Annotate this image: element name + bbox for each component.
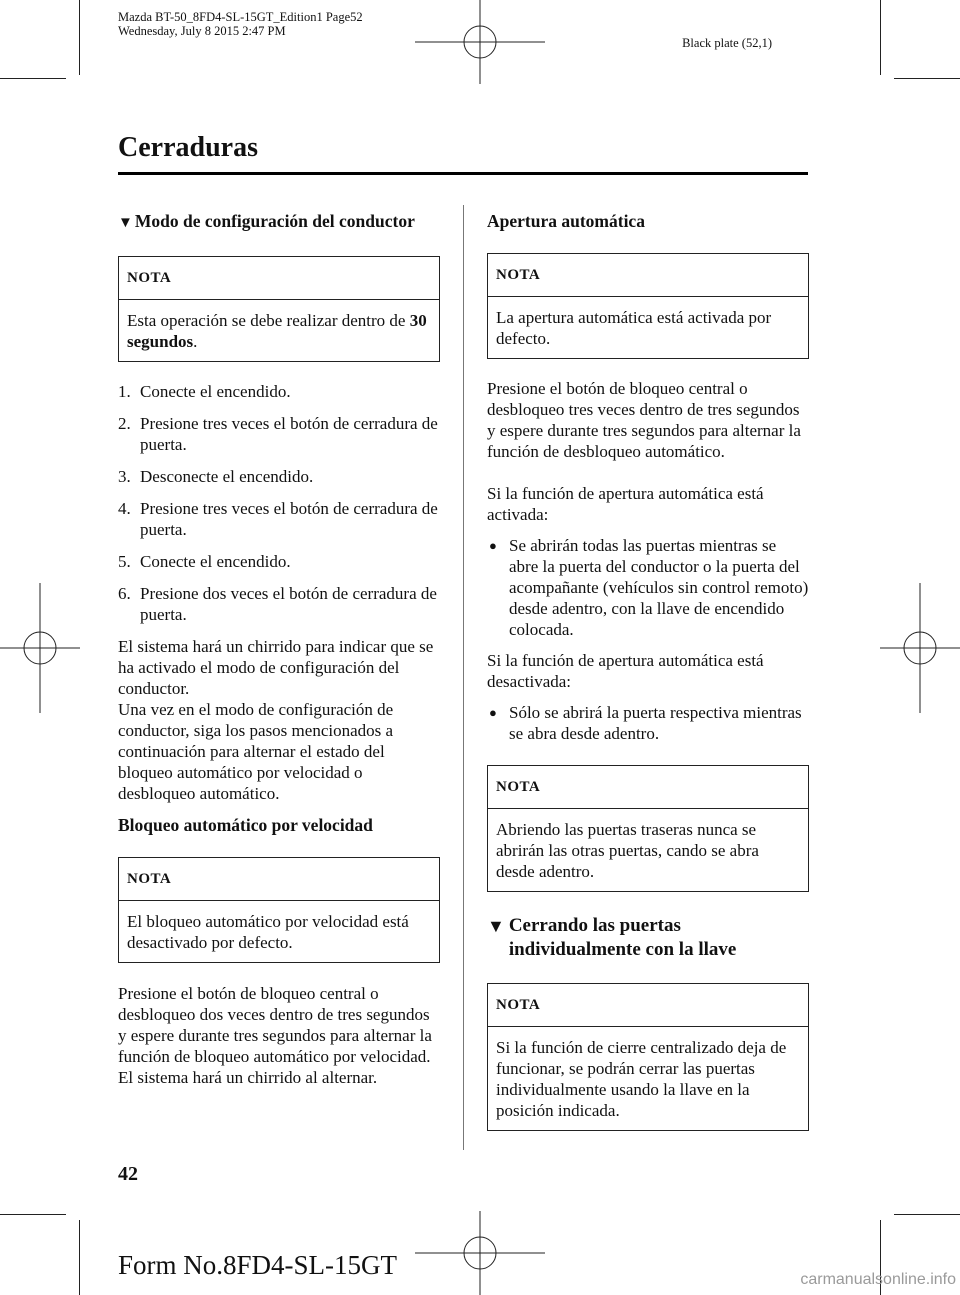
step-number: 5. [118, 552, 131, 571]
column-divider [463, 205, 464, 1150]
subheading-text: Modo de configuración del conductor [134, 211, 415, 231]
registration-mark-right [880, 583, 960, 713]
form-number: Form No.8FD4-SL-15GT [118, 1250, 398, 1280]
list-item [118, 381, 440, 402]
print-meta-line2: Wednesday, July 8 2015 2:47 PM [118, 24, 286, 38]
subheading-text: Cerrando las puertas individualmente con la llave [508, 915, 737, 960]
bullet-dot-icon: ● [489, 705, 497, 720]
bullet-list [487, 702, 809, 744]
print-meta [118, 10, 363, 38]
note-text-end: . [193, 332, 198, 351]
left-column [118, 206, 440, 1088]
note-body: Abriendo las puertas traseras nunca se abrirán las otras puertas, cando se abra desde adentro. [496, 820, 759, 881]
note-text-bold: 30 segundos [127, 311, 427, 351]
note-body: El bloqueo automático por velocidad está desactivado por defecto. [127, 912, 409, 952]
list-item [118, 413, 440, 455]
note-box [487, 253, 809, 359]
paragraph: Presione el botón de bloqueo central o desbloqueo dos veces dentro de tres segundos y espere durante tres segundos para alternar la función de bloqueo automático por velocidad. El sistema hará un chirrido al alternar. [118, 984, 432, 1087]
note-title: NOTA [488, 766, 808, 809]
watermark: carmanualsonline.info [800, 1271, 956, 1288]
subheading-driver-config [118, 211, 440, 234]
paragraph: Si la función de apertura automática está desactivada: [487, 651, 764, 691]
note-body: La apertura automática está activada por defecto. [496, 308, 772, 348]
bullet-list [487, 535, 809, 640]
step-number: 4. [118, 499, 131, 518]
list-item [487, 702, 809, 744]
subheading-auto-unlock: Apertura automática [487, 211, 645, 231]
list-item [118, 466, 440, 487]
section-rule [118, 172, 808, 175]
right-column [487, 206, 809, 1131]
note-body [119, 300, 439, 361]
subheading-speed-lock: Bloqueo automático por velocidad [118, 815, 373, 835]
paragraph: Si la función de apertura automática está activada: [487, 484, 764, 524]
step-text: Presione dos veces el botón de cerradura de puerta. [140, 584, 437, 624]
down-triangle-icon: ▼ [118, 215, 133, 231]
bullet-text: Sólo se abrirá la puerta respectiva mientras se abra desde adentro. [509, 703, 802, 743]
note-box [118, 857, 440, 963]
note-box [487, 765, 809, 892]
bullet-dot-icon: ● [489, 538, 497, 553]
list-item [118, 551, 440, 572]
bullet-text: Se abrirán todas las puertas mientras se abre la puerta del conductor o la puerta del acompañante (vehículos sin control remoto) desde adentro, con la llave de encendido colocada. [509, 536, 809, 639]
registration-mark-left [0, 583, 80, 713]
note-body: Si la función de cierre centralizado deja de funcionar, se podrán cerrar las puertas individualmente usando la llave en la posición indicada. [496, 1038, 787, 1120]
step-number: 6. [118, 584, 131, 603]
subheading-individual-locking [487, 914, 809, 962]
step-text: Conecte el encendido. [140, 382, 291, 401]
note-title: NOTA [119, 257, 439, 300]
section-title: Cerraduras [118, 132, 258, 163]
paragraph: El sistema hará un chirrido para indicar que se ha activado el modo de configuración del conductor. [118, 637, 434, 698]
note-text: Esta operación se debe realizar dentro de [127, 311, 410, 330]
down-triangle-icon: ▼ [487, 916, 505, 936]
paragraph: Presione el botón de bloqueo central o desbloqueo tres veces dentro de tres segundos y espere durante tres segundos para alternar la función de desbloqueo automático. [487, 379, 801, 461]
print-meta-line1: Mazda BT-50_8FD4-SL-15GT_Edition1 Page52 [118, 10, 363, 24]
step-text: Desconecte el encendido. [140, 467, 314, 486]
registration-mark-top [415, 0, 545, 84]
list-item [118, 583, 440, 625]
note-title: NOTA [119, 858, 439, 901]
note-title: NOTA [488, 984, 808, 1027]
step-text: Presione tres veces el botón de cerradura de puerta. [140, 414, 438, 454]
step-text: Presione tres veces el botón de cerradura de puerta. [140, 499, 438, 539]
steps-list [118, 381, 440, 625]
step-number: 1. [118, 382, 131, 401]
list-item [118, 498, 440, 540]
list-item [487, 535, 809, 640]
note-box [487, 983, 809, 1131]
page-number: 42 [118, 1163, 138, 1185]
note-box [118, 256, 440, 362]
step-number: 3. [118, 467, 131, 486]
paragraph: Una vez en el modo de configuración de conductor, siga los pasos mencionados a continuación para alternar el estado del bloqueo automático por velocidad o desbloqueo automático. [118, 700, 394, 803]
plate-label: Black plate (52,1) [682, 36, 772, 50]
step-number: 2. [118, 414, 131, 433]
registration-mark-bottom [415, 1211, 545, 1295]
step-text: Conecte el encendido. [140, 552, 291, 571]
note-title: NOTA [488, 254, 808, 297]
